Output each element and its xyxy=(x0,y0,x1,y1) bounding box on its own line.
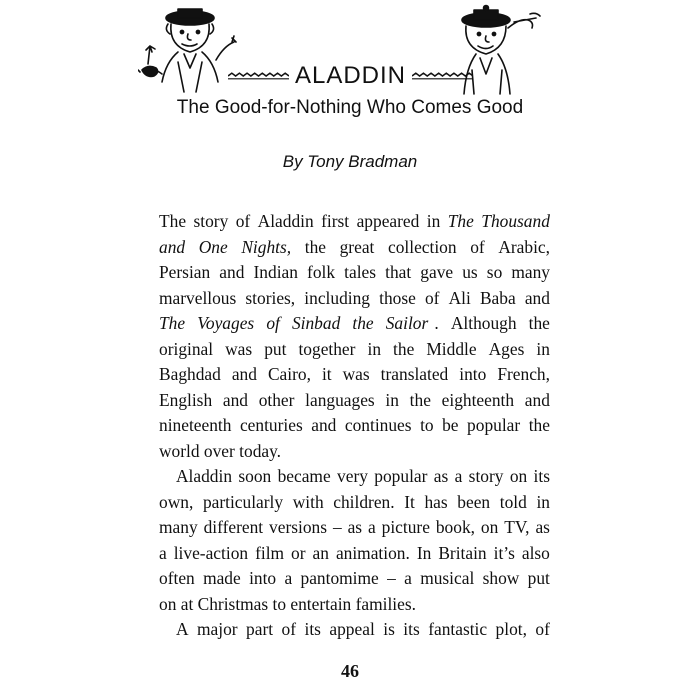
word: animation. xyxy=(335,542,410,563)
text-line xyxy=(159,439,550,465)
word: and xyxy=(524,287,550,308)
chapter-title: ALADDIN xyxy=(294,62,407,89)
word: together xyxy=(298,338,356,359)
word: languages xyxy=(305,389,375,410)
word: Baghdad xyxy=(159,364,221,384)
word: in xyxy=(536,491,550,512)
word: Although xyxy=(450,313,517,333)
word: stories, xyxy=(245,287,296,308)
word: or xyxy=(291,542,306,563)
text-line xyxy=(159,515,550,541)
word: Sailor xyxy=(385,313,429,333)
word: pantomime xyxy=(300,568,379,588)
text-line xyxy=(159,490,550,516)
word: versions xyxy=(269,517,328,537)
word: world over today. xyxy=(159,440,282,461)
text-line xyxy=(159,617,550,643)
word: of xyxy=(266,313,280,333)
text-line xyxy=(159,286,550,312)
word: Ages xyxy=(488,338,525,359)
word: In xyxy=(416,542,432,563)
word: many xyxy=(159,517,198,537)
word: often xyxy=(159,568,195,588)
word: to xyxy=(420,415,434,435)
word: own, xyxy=(159,491,194,512)
word: . xyxy=(434,313,439,333)
word: part xyxy=(246,619,274,639)
word: Cairo, xyxy=(267,364,311,384)
word: One xyxy=(198,236,228,257)
word: live-action xyxy=(173,542,249,563)
chapter-title-row xyxy=(228,59,473,93)
word: and xyxy=(231,364,257,384)
wavy-ornament-right xyxy=(412,70,473,82)
word: and xyxy=(524,389,550,410)
word: of xyxy=(535,619,550,639)
word: is xyxy=(383,619,395,639)
word: its xyxy=(304,619,321,639)
word: gave xyxy=(420,262,454,282)
word: major xyxy=(197,619,238,639)
word: appeared xyxy=(356,211,420,231)
word: in xyxy=(367,338,382,359)
word: into xyxy=(459,364,487,384)
word: eighteenth xyxy=(441,389,515,410)
text-line xyxy=(159,566,550,592)
text-line xyxy=(159,464,550,490)
word: folk xyxy=(307,262,336,282)
word: Baba xyxy=(479,287,516,308)
author-byline: By Tony Bradman xyxy=(282,152,418,171)
word: translated xyxy=(380,364,449,384)
text-line xyxy=(159,311,550,337)
word: the xyxy=(393,338,415,359)
word: it xyxy=(321,364,332,384)
word: as xyxy=(347,517,363,537)
word: of xyxy=(424,287,440,308)
word: TV, xyxy=(504,517,530,537)
word: of xyxy=(235,211,251,231)
word: Aladdin xyxy=(176,466,233,486)
word: in xyxy=(426,211,441,231)
word: Ali xyxy=(448,287,471,308)
word: – xyxy=(332,517,342,537)
word: of xyxy=(470,236,485,257)
word: popular xyxy=(374,466,428,486)
word: story xyxy=(193,211,229,231)
word: collection xyxy=(388,236,457,257)
word: of xyxy=(281,619,297,639)
word: in xyxy=(536,338,550,359)
word: other xyxy=(258,389,295,410)
word: told xyxy=(499,491,527,512)
word: as xyxy=(535,517,550,537)
word: and xyxy=(311,415,337,435)
word: the xyxy=(352,313,374,333)
word: Nights, xyxy=(241,236,292,257)
word: story xyxy=(468,466,504,486)
word: plot, xyxy=(495,619,527,639)
word: be xyxy=(442,415,459,435)
wavy-ornament-left xyxy=(228,70,289,82)
word: an xyxy=(312,542,329,563)
body-text xyxy=(159,209,550,643)
word: a xyxy=(284,568,293,588)
text-line xyxy=(159,209,550,235)
word: the xyxy=(304,236,326,257)
word: on xyxy=(480,517,499,537)
word: popular xyxy=(467,415,521,435)
word: marvellous xyxy=(159,287,237,308)
word: A xyxy=(176,619,189,639)
text-line xyxy=(159,235,550,261)
paragraph xyxy=(159,209,550,464)
word: including xyxy=(304,287,370,308)
text-line xyxy=(159,413,550,439)
word: picture xyxy=(381,517,430,537)
word: show xyxy=(482,568,520,588)
word: the xyxy=(409,389,431,410)
word: a xyxy=(454,466,463,486)
word: has xyxy=(424,491,448,512)
text-line xyxy=(159,337,550,363)
word: Voyages xyxy=(197,313,255,333)
word: children. xyxy=(333,491,395,512)
word: musical xyxy=(420,568,475,588)
word: particularly xyxy=(202,491,284,512)
text-line xyxy=(159,541,550,567)
word: into xyxy=(249,568,277,588)
word: centuries xyxy=(239,415,303,435)
word: many xyxy=(511,262,550,282)
word: Middle xyxy=(426,338,477,359)
word: continues xyxy=(344,415,412,435)
word: very xyxy=(337,466,368,486)
word: Aladdin xyxy=(257,211,314,231)
word: fantastic xyxy=(428,619,488,639)
word: a xyxy=(404,568,412,588)
word: appeal xyxy=(329,619,375,639)
word: put xyxy=(527,568,550,588)
word: original xyxy=(159,338,214,359)
page-number: 46 xyxy=(341,661,359,681)
word: Arabic, xyxy=(498,236,550,257)
word: French, xyxy=(497,364,550,384)
text-line xyxy=(159,388,550,414)
word: on xyxy=(509,466,528,486)
word: made xyxy=(203,568,241,588)
word: Thousand xyxy=(481,211,550,231)
paragraph xyxy=(159,464,550,617)
word: a xyxy=(367,517,376,537)
word: its xyxy=(403,619,420,639)
word: soon xyxy=(238,466,272,486)
word: the xyxy=(528,313,550,333)
word: was xyxy=(342,364,370,384)
word: so xyxy=(486,262,503,282)
word: and xyxy=(222,389,248,410)
word: nineteenth xyxy=(159,415,232,435)
word: – xyxy=(387,568,396,588)
word: was xyxy=(225,338,253,359)
word: English xyxy=(159,389,213,410)
word: tales xyxy=(344,262,377,282)
text-line xyxy=(159,592,550,618)
word: different xyxy=(203,517,264,537)
word: in xyxy=(385,389,399,410)
word: as xyxy=(433,466,449,486)
word: Persian xyxy=(159,262,211,282)
word: its xyxy=(533,466,550,486)
word: and xyxy=(159,236,186,257)
word: first xyxy=(321,211,350,231)
word: also xyxy=(521,542,550,563)
paragraph xyxy=(159,617,550,643)
word: The xyxy=(159,313,186,333)
word: It xyxy=(404,491,415,512)
word: and xyxy=(219,262,245,282)
word: with xyxy=(292,491,324,512)
word: it’s xyxy=(493,542,515,563)
word: The xyxy=(447,211,474,231)
word: Indian xyxy=(253,262,298,282)
word: Sinbad xyxy=(291,313,341,333)
word: became xyxy=(277,466,331,486)
word: The xyxy=(159,211,187,231)
word: Britain xyxy=(438,542,487,563)
word: the xyxy=(528,415,550,435)
word: film xyxy=(255,542,285,563)
text-line xyxy=(159,362,550,388)
word: that xyxy=(385,262,412,282)
word: put xyxy=(264,338,287,359)
word: us xyxy=(462,262,478,282)
word: on at Christmas to entertain families. xyxy=(159,593,416,614)
text-line xyxy=(159,260,550,286)
chapter-subtitle: The Good-for-Nothing Who Comes Good xyxy=(176,97,524,118)
word: a xyxy=(159,542,167,563)
word: been xyxy=(457,491,491,512)
word: book, xyxy=(435,517,475,537)
word: those xyxy=(379,287,416,308)
word: great xyxy=(339,236,375,257)
